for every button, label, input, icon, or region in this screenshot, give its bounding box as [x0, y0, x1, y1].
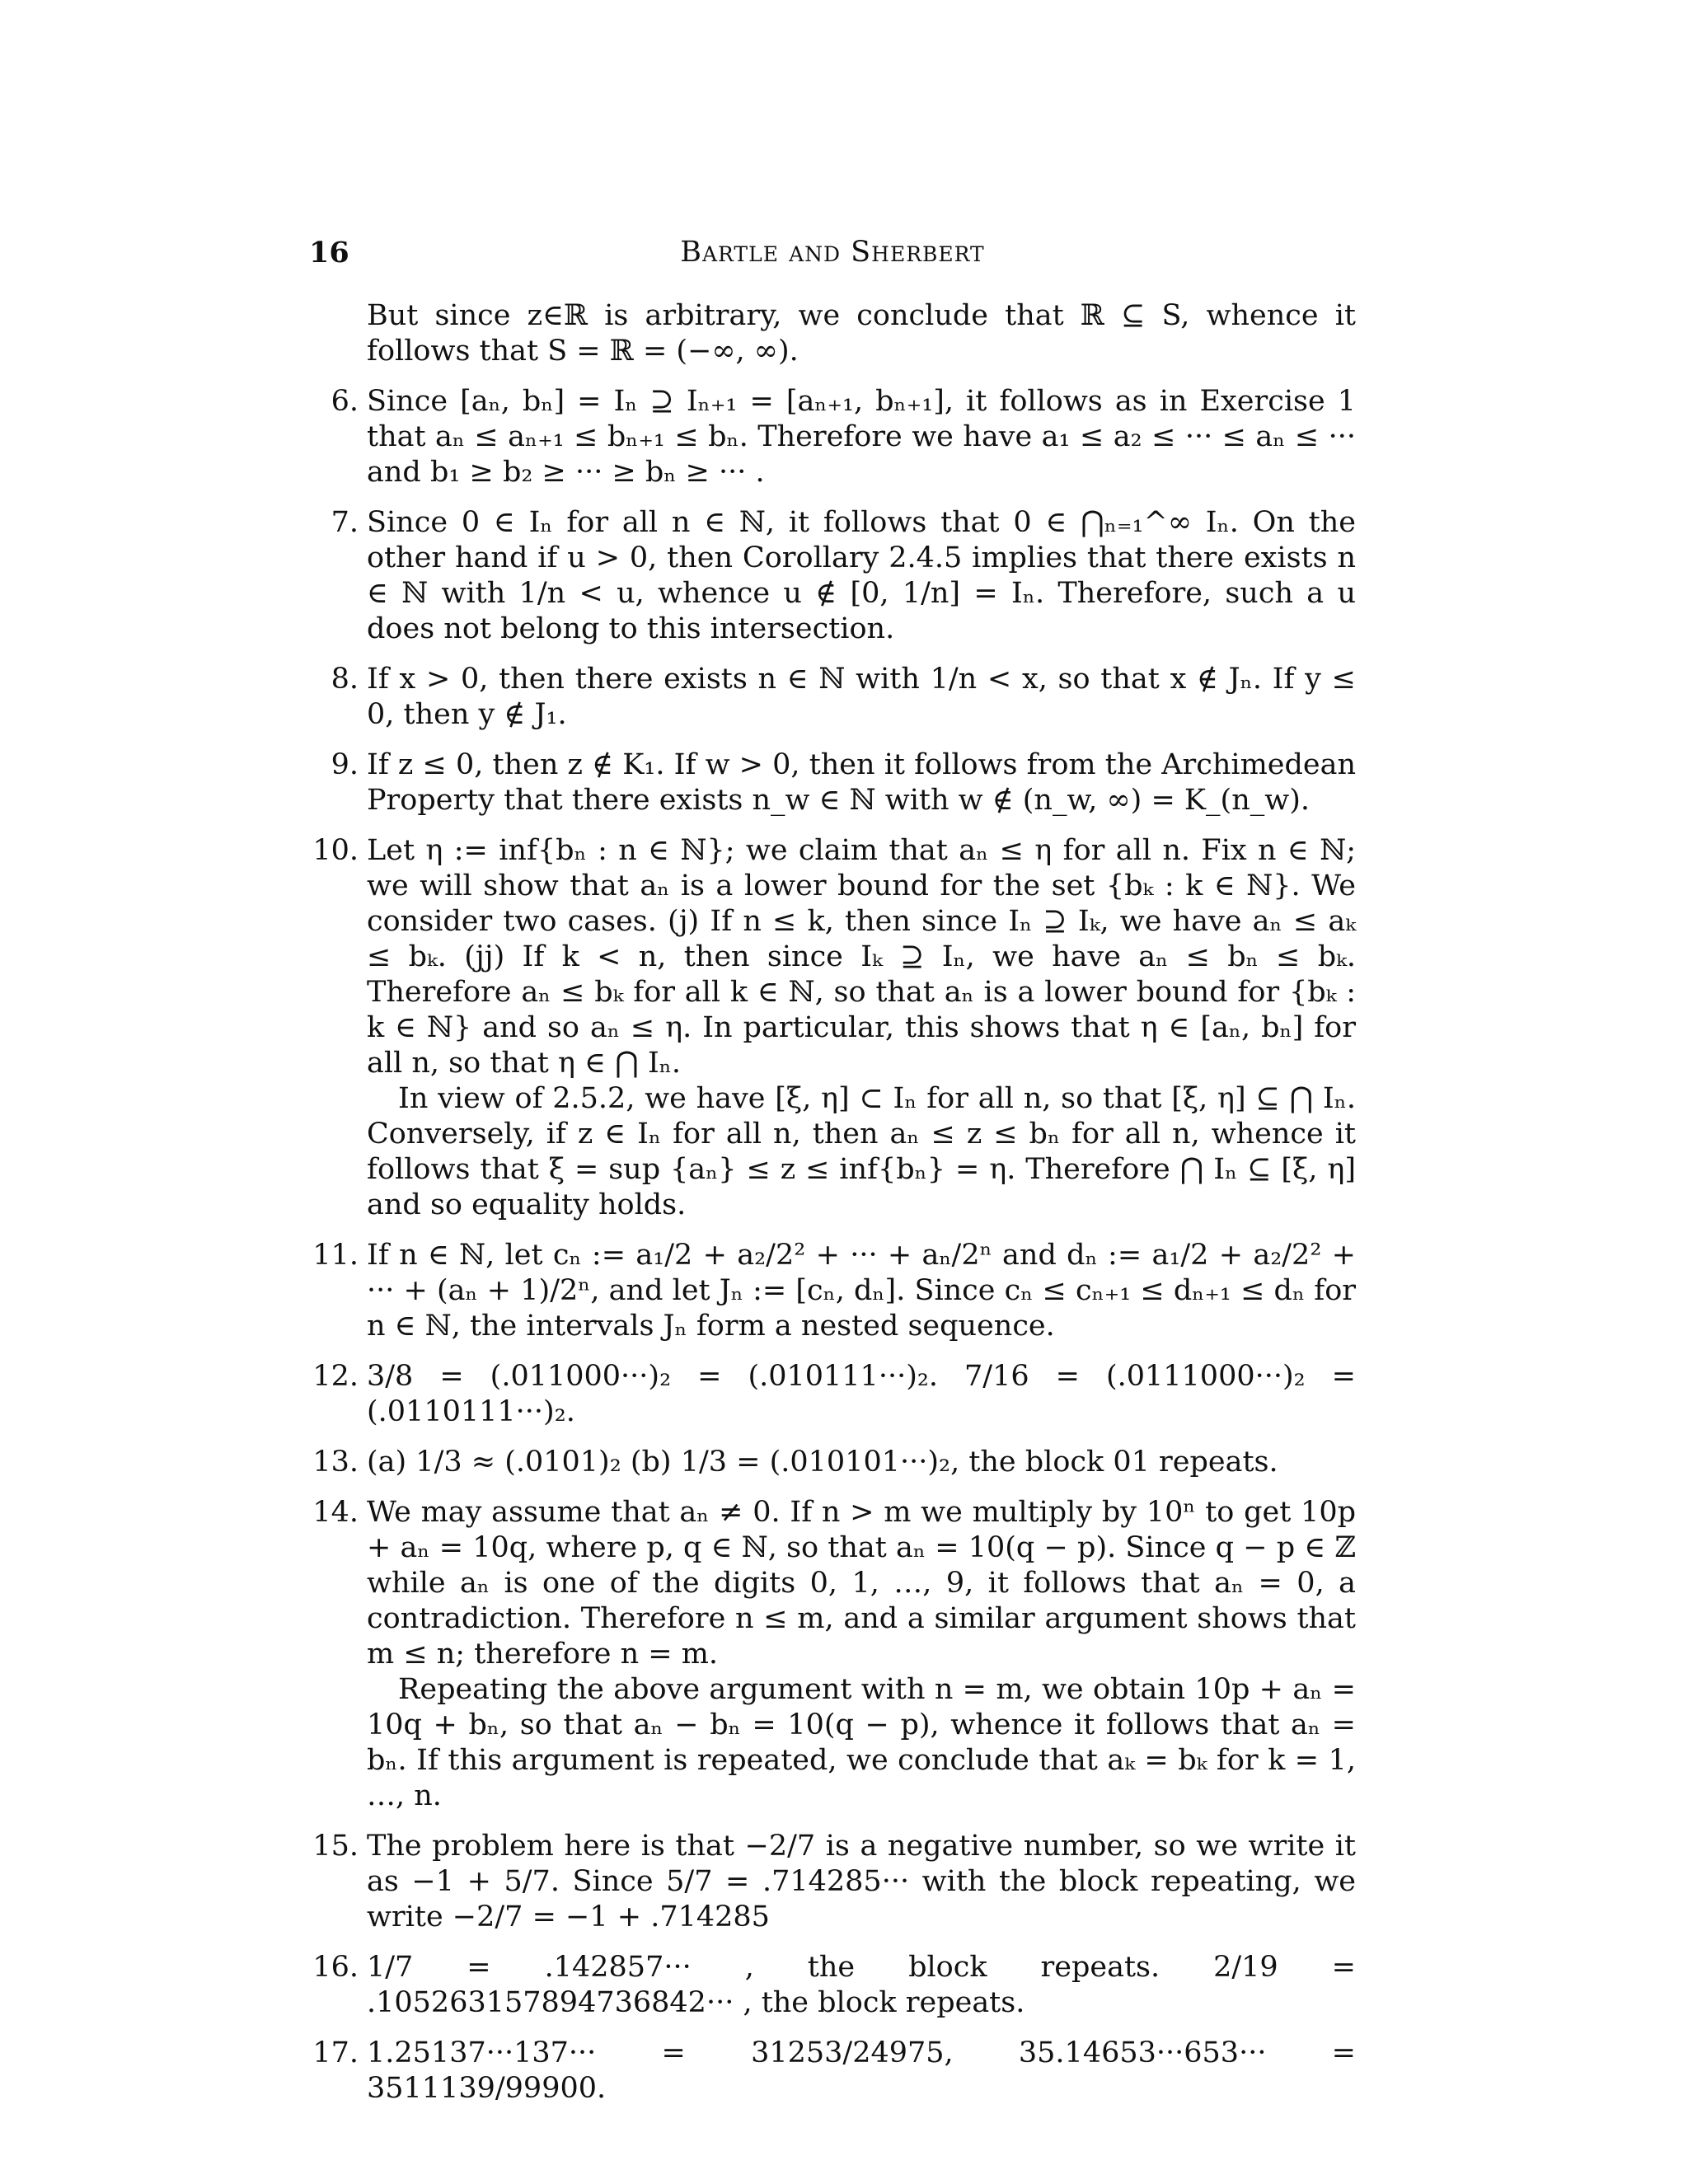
exercise-11	[309, 1238, 1356, 1344]
exercise-text-continued: Repeating the above argument with n = m, we obtain 10p + aₙ = 10q + bₙ, so that aₙ − bₙ = 10(q − p), whence it follows that aₙ = bₙ. If this argument is repeated, we conclude that aₖ = bₖ for k = 1, …, n.	[367, 1673, 1356, 1812]
exercise-6	[309, 384, 1356, 490]
exercise-12	[309, 1359, 1356, 1430]
exercise-7	[309, 505, 1356, 647]
running-head: Bartle and Sherbert	[680, 236, 985, 269]
exercise-13	[309, 1445, 1356, 1480]
exercise-number: 14.	[312, 1496, 359, 1529]
exercise-text: 3/8 = (.011000···)₂ = (.010111···)₂. 7/16 = (.0111000···)₂ = (.0110111···)₂.	[367, 1360, 1356, 1428]
exercise-number: 6.	[331, 385, 359, 418]
exercise-number: 17.	[312, 2036, 359, 2069]
exercise-15	[309, 1829, 1356, 1935]
exercise-number: 11.	[312, 1239, 359, 1272]
exercise-text: If n ∈ ℕ, let cₙ := a₁/2 + a₂/2² + ··· + aₙ/2ⁿ and dₙ := a₁/2 + a₂/2² + ··· + (aₙ + 1)/2ⁿ, and let Jₙ := [cₙ, dₙ]. Since cₙ ≤ cₙ₊₁ ≤ dₙ₊₁ ≤ dₙ for n ∈ ℕ, the intervals Jₙ form a nested sequence.	[367, 1239, 1356, 1343]
answer-list	[309, 298, 1356, 2107]
exercise-text: 1.25137···137··· = 31253/24975, 35.14653···653··· = 3511139/99900.	[367, 2036, 1356, 2105]
exercise-text: Since [aₙ, bₙ] = Iₙ ⊇ Iₙ₊₁ = [aₙ₊₁, bₙ₊₁], it follows as in Exercise 1 that aₙ ≤ aₙ₊₁ ≤ bₙ₊₁ ≤ bₙ. Therefore we have a₁ ≤ a₂ ≤ ··· ≤ aₙ ≤ ··· and b₁ ≥ b₂ ≥ ··· ≥ bₙ ≥ ··· .	[367, 385, 1356, 489]
exercise-text: We may assume that aₙ ≠ 0. If n > m we multiply by 10ⁿ to get 10p + aₙ = 10q, where p, q ∈ ℕ, so that aₙ = 10(q − p). Since q − p ∈ ℤ while aₙ is one of the digits 0, 1, …, 9, it follows that aₙ = 0, a contradiction. Therefore n ≤ m, and a similar argument shows that m ≤ n; therefore n = m.	[367, 1496, 1356, 1671]
exercise-text: Let η := inf{bₙ : n ∈ ℕ}; we claim that aₙ ≤ η for all n. Fix n ∈ ℕ; we will show that aₙ is a lower bound for the set {bₖ : k ∈ ℕ}. We consider two cases. (j) If n ≤ k, then since Iₙ ⊇ Iₖ, we have aₙ ≤ aₖ ≤ bₖ. (jj) If k < n, then since Iₖ ⊇ Iₙ, we have aₙ ≤ bₙ ≤ bₖ. Therefore aₙ ≤ bₖ for all k ∈ ℕ, so that aₙ is a lower bound for {bₖ : k ∈ ℕ} and so aₙ ≤ η. In particular, this shows that η ∈ [aₙ, bₙ] for all n, so that η ∈ ⋂ Iₙ.	[367, 834, 1356, 1080]
exercise-number: 10.	[312, 834, 359, 867]
exercise-number: 7.	[331, 506, 359, 539]
exercise-text: Since 0 ∈ Iₙ for all n ∈ ℕ, it follows that 0 ∈ ⋂ₙ₌₁^∞ Iₙ. On the other hand if u > 0, then Corollary 2.4.5 implies that there exists n ∈ ℕ with 1/n < u, whence u ∉ [0, 1/n] = Iₙ. Therefore, such a u does not belong to this intersection.	[367, 506, 1356, 645]
page-header	[309, 235, 1356, 276]
exercise-text: The problem here is that −2/7 is a negative number, so we write it as −1 + 5/7. Since 5/7 = .714285··· with the block repeating, we write −2/7 = −1 + .714285	[367, 1830, 1356, 1933]
exercise-text: If x > 0, then there exists n ∈ ℕ with 1/n < x, so that x ∉ Jₙ. If y ≤ 0, then y ∉ J₁.	[367, 663, 1356, 731]
exercise-number: 9.	[331, 748, 359, 781]
exercise-number: 15.	[312, 1830, 359, 1863]
exercise-text: If z ≤ 0, then z ∉ K₁. If w > 0, then it follows from the Archimedean Property that there exists n_w ∈ ℕ with w ∉ (n_w, ∞) = K_(n_w).	[367, 748, 1356, 817]
exercise-8	[309, 662, 1356, 733]
exercise-17	[309, 2036, 1356, 2107]
exercise-10	[309, 833, 1356, 1223]
exercise-number: 8.	[331, 663, 359, 696]
exercise-number: 12.	[312, 1360, 359, 1393]
exercise-number: 16.	[312, 1951, 359, 1984]
exercise-text: 1/7 = .142857··· , the block repeats. 2/19 = .105263157894736842··· , the block repeats.	[367, 1951, 1356, 2019]
exercise-text-continued: In view of 2.5.2, we have [ξ, η] ⊂ Iₙ for all n, so that [ξ, η] ⊆ ⋂ Iₙ. Conversely, if z ∈ Iₙ for all n, then aₙ ≤ z ≤ bₙ for all n, whence it follows that ξ = sup {aₙ} ≤ z ≤ inf{bₙ} = η. Therefore ⋂ Iₙ ⊆ [ξ, η] and so equality holds.	[367, 1082, 1356, 1221]
continued-paragraph: But since z∈ℝ is arbitrary, we conclude that ℝ ⊆ S, whence it follows that S = ℝ = (−∞, ∞).	[367, 299, 1356, 368]
exercise-14	[309, 1495, 1356, 1814]
exercise-16	[309, 1950, 1356, 2021]
page-number: 16	[309, 236, 349, 269]
exercise-text: (a) 1/3 ≈ (.0101)₂ (b) 1/3 = (.010101···)₂, the block 01 repeats.	[367, 1446, 1278, 1479]
exercise-number: 13.	[312, 1446, 359, 1479]
exercise-9	[309, 748, 1356, 818]
